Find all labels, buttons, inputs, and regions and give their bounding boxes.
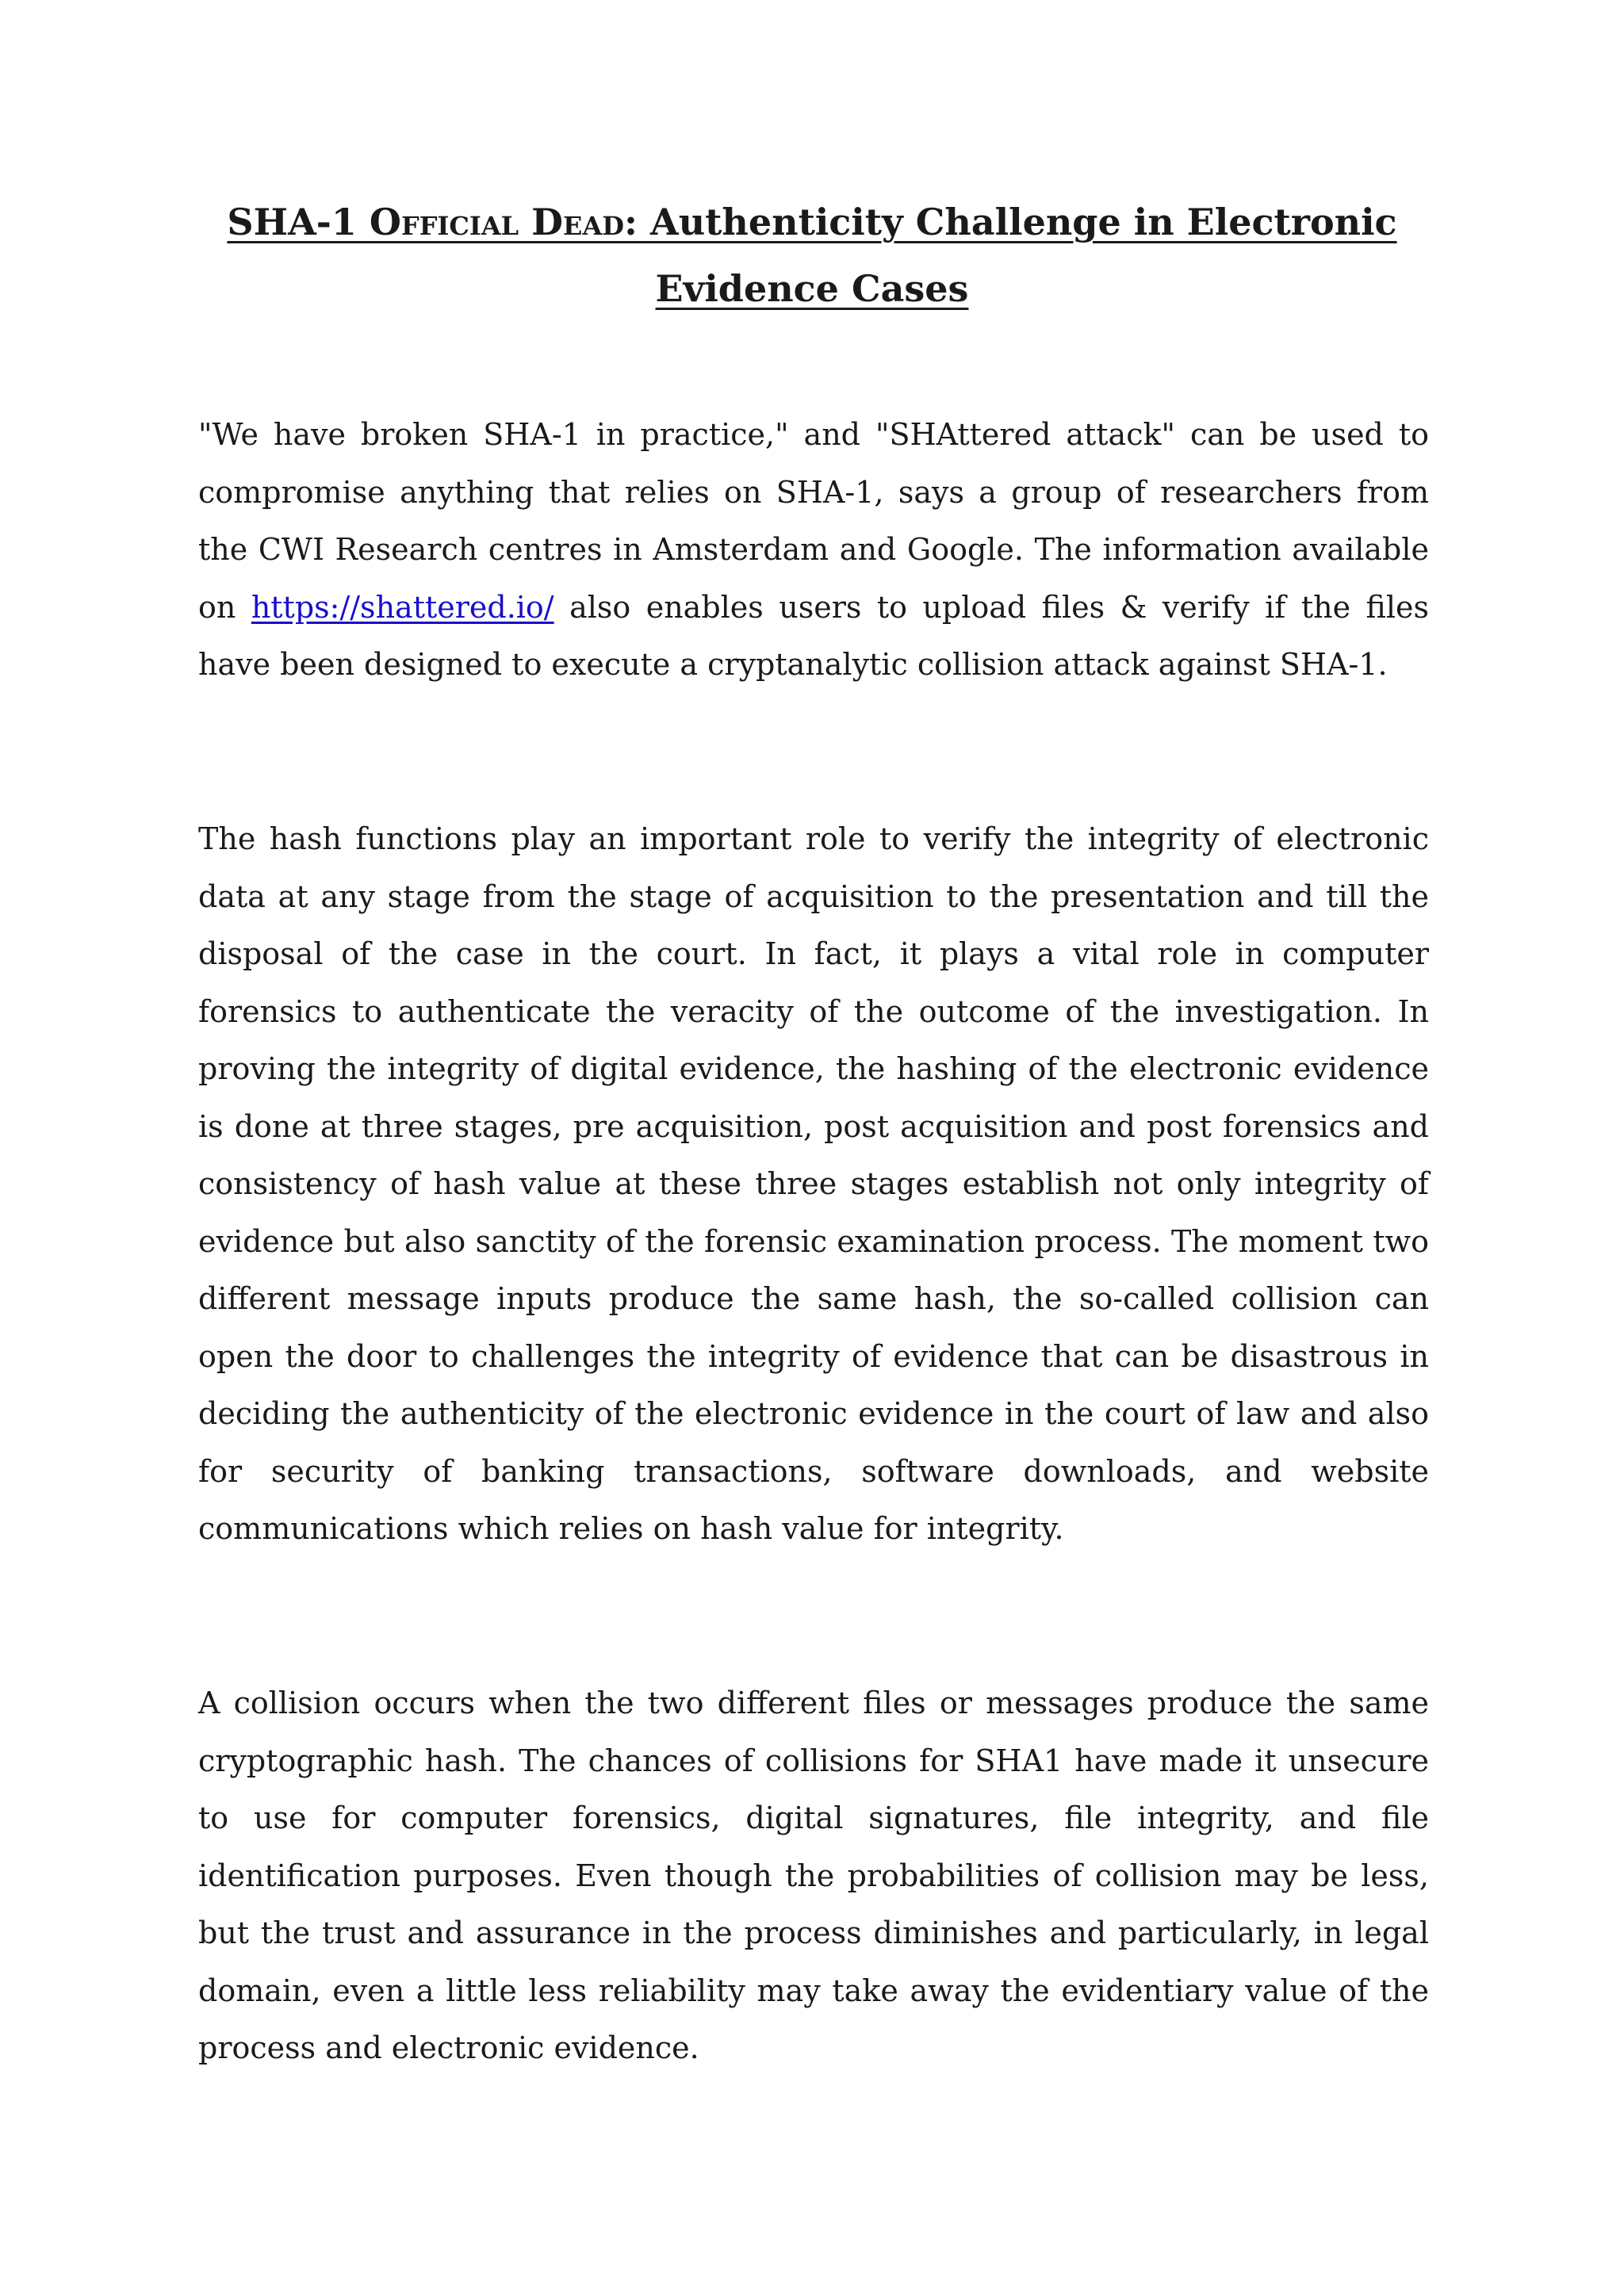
paragraph-2: The hash functions play an important role to verify the integrity of electronic data at any stage from the stage of acquisition to the presentation and till the disposal of the case in the court. In fact, it plays a vital role in computer forensics to authenticate the veracity of the outcome of the investigation. In proving the integrity of digital evidence, the hashing of the electronic evidence is done at three stages, pre acquisition, post acquisition and post forensics and consistency of hash value at these three stages establish not only integrity of evidence but also sanctity of the forensic examination process. The moment two different message inputs produce the same hash, the so-called collision can open the door to challenges the integrity of evidence that can be disastrous in deciding the authenticity of the electronic evidence in the court of law and also for security of banking transactions, software downloads, and website communications which relies on hash value for integrity. [198,821,1429,1546]
paragraph-1-text-before-link: "We have broken SHA-1 in practice," and "SHAttered attack" can be used to compromise anything that relies on SHA-1, says a group of researchers from the CWI Research centres in Amsterdam and Google. The information available on [198,417,1429,625]
title-part-3: : Authenticity Challenge in Electronic Evidence Cases [624,201,1397,310]
paragraph-3: A collision occurs when the two different files or messages produce the same cryptographic hash. The chances of collisions for SHA1 have made it unsecure to use for computer forensics, digital signatures, file integrity, and file identification purposes. Even though the probabilities of collision may be less, but the trust and assurance in the process diminishes and particularly, in legal domain, even a little less reliability may take away the evidentiary value of the process and electronic evidence. [198,1686,1429,2065]
title-part-2-smallcaps: Official Dead [369,201,625,243]
paragraph-1 [198,406,1429,694]
title-part-1: SHA-1 [227,201,370,243]
shattered-link[interactable]: https://shattered.io/ [251,589,554,625]
paragraph-1-text-after-link: also enables users to upload files & verify if the files have been designed to execute a cryptanalytic collision attack against SHA-1. [198,589,1429,682]
document-title [159,189,1465,322]
